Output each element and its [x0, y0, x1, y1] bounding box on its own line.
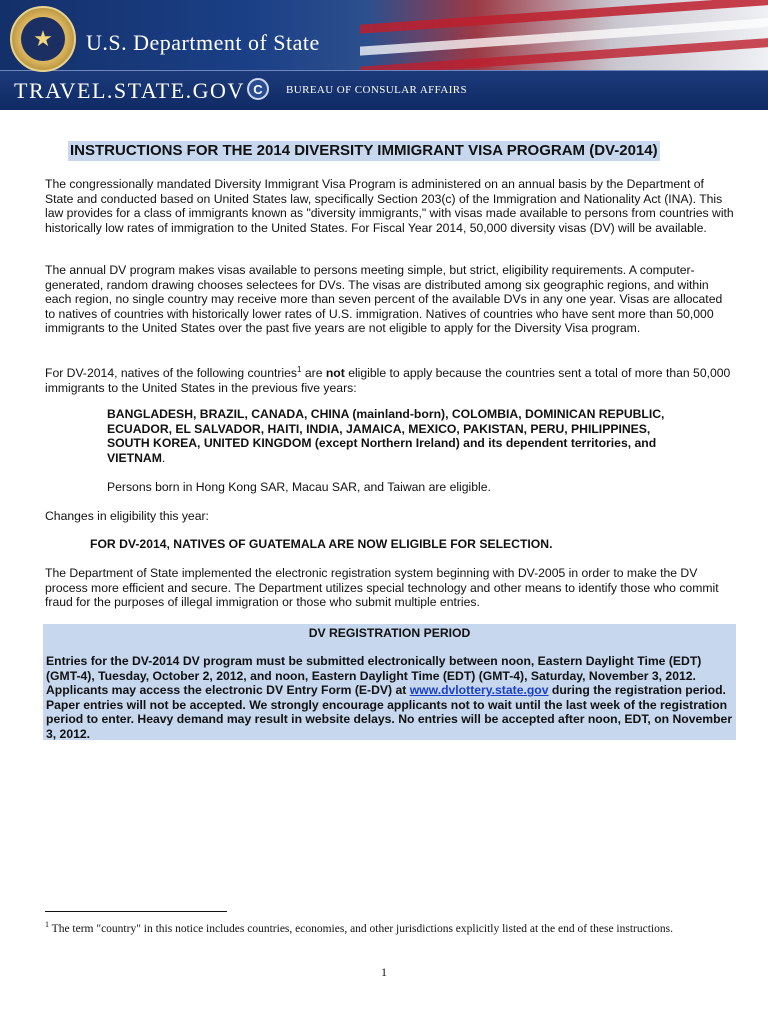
footnote-text: The term "country" in this notice includes countries, economies, and other jurisdictions explicitly listed at the end of these instructions.	[49, 922, 673, 935]
eagle-seal-icon[interactable]	[10, 6, 76, 72]
site-logo-link[interactable]: TRAVEL.STATE.GOV	[14, 78, 245, 103]
ineligible-text-1: For DV-2014, natives of the following countries	[45, 366, 298, 381]
hong-kong-note: Persons born in Hong Kong SAR, Macau SAR, and Taiwan are eligible.	[107, 480, 491, 494]
ineligible-text-2: are	[301, 366, 326, 381]
page-number: 1	[381, 965, 387, 979]
ineligible-text-3: eligible to apply because the countries sent a total of more than 50,000 immigrants to the United States in the previous five years:	[45, 366, 731, 395]
intro-paragraph: The congressionally mandated Diversity Immigrant Visa Program is administered on an annual basis by the Department of State and conducted based on United States law, specifically Section 203(c) of the Immigration and Nationality Act (INA). This law provides for a class of immigrants known as "diversity immigrants," with visas made available to persons from countries with historically low rates of immigration to the United States. For Fiscal Year 2014, 50,000 diversity visas (DV) will be available.	[45, 177, 734, 235]
registration-heading: DV REGISTRATION PERIOD	[308, 626, 471, 640]
bureau-label[interactable]: BUREAU OF CONSULAR AFFAIRS	[286, 84, 468, 96]
guatemala-notice: FOR DV-2014, NATIVES OF GUATEMALA ARE NOW ELIGIBLE FOR SELECTION.	[90, 537, 553, 551]
countries-period: .	[161, 450, 166, 465]
registration-system-paragraph: The Department of State implemented the electronic registration system beginning with DV-2005 in order to make the DV process more efficient and secure. The Department utilizes special technology and other means to identify those who commit fraud for the purposes of illegal immigration or those who submit multiple entries.	[45, 566, 719, 610]
ineligible-countries-list	[107, 407, 667, 465]
footnote-marker: 1	[45, 920, 49, 929]
program-paragraph: The annual DV program makes visas available to persons meeting simple, but strict, eligibility requirements. A computer-generated, random drawing chooses selectees for DVs. The visas are distributed among six geographic regions, and within each region, no single country may receive more than seven percent of the available DVs in any one year. Visas are allocated to natives of countries with historically lower rates of U.S. immigration. Natives of countries who have sent more than 50,000 immigrants to the United States over the past five years are not eligible to apply for the Diversity Visa program.	[45, 263, 723, 336]
ineligible-paragraph	[45, 363, 735, 395]
footnote-divider	[45, 911, 227, 912]
countries-text: BANGLADESH, BRAZIL, CANADA, CHINA (mainland-born), COLOMBIA, DOMINICAN REPUBLIC, ECUADOR, EL SALVADOR, HAITI, INDIA, JAMAICA, MEXICO, PAKISTAN, PERU, PHILIPPINES, SOUTH KOREA, UNITED KINGDOM (except Northern Ireland) and its dependent territories, and VIETNAM	[107, 407, 665, 465]
document-title: INSTRUCTIONS FOR THE 2014 DIVERSITY IMMIGRANT VISA PROGRAM (DV-2014)	[70, 142, 658, 159]
registration-body	[46, 654, 734, 742]
consular-c-icon[interactable]: C	[247, 78, 269, 100]
registration-text-2: during the registration period. Paper entries will not be accepted. We strongly encourage applicants not to wait until the last week of the registration period to enter. Heavy demand may result in website delays. No entries will be accepted after noon, EDT, on November 3, 2012.	[46, 683, 733, 741]
ineligible-emphasis: not	[325, 366, 345, 381]
footnote	[45, 918, 705, 936]
registration-period-box	[43, 624, 736, 740]
registration-text-1: Entries for the DV-2014 DV program must be submitted electronically between noon, Eastern Daylight Time (EDT) (GMT-4), Tuesday, October 2, 2012, and noon, Eastern Daylight Time (EDT) (GMT-4), Saturday, November 3, 2012. Applicants may access the electronic DV Entry Form (E-DV) at	[46, 654, 702, 698]
site-banner	[0, 0, 768, 110]
footnote-ref[interactable]: 1	[297, 365, 302, 374]
changes-label: Changes in eligibility this year:	[45, 509, 209, 523]
seal-emblem: ★	[21, 17, 65, 61]
dvlottery-link[interactable]: www.dvlottery.state.gov	[409, 683, 549, 698]
department-title[interactable]: U.S. Department of State	[86, 30, 320, 55]
